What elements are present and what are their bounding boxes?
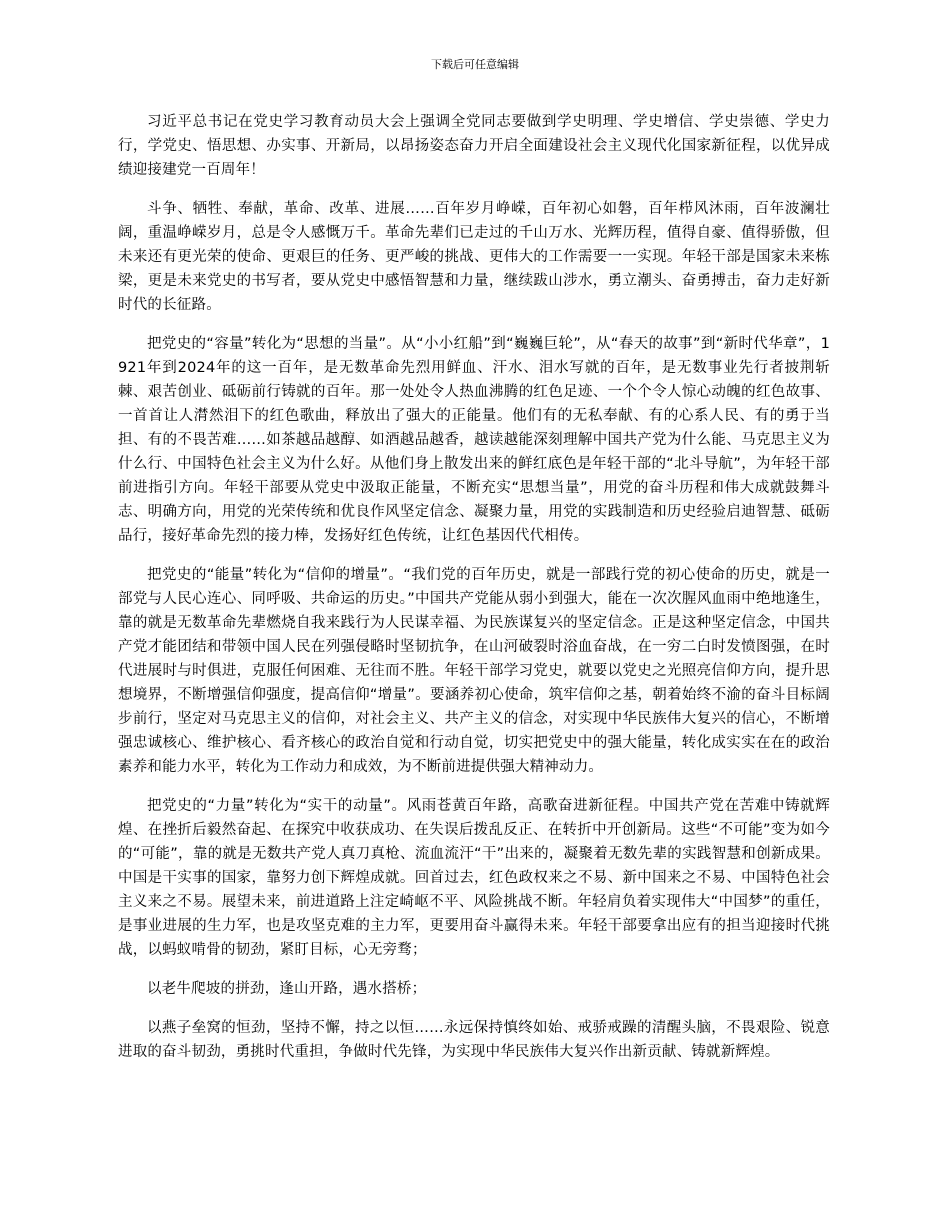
paragraph-capacity: 把党史的“容量”转化为“思想的当量”。从“小小红船”到“巍巍巨轮”，从“春天的故事”到“新时代华章”，1921年到2024年的这一百年，是无数革命先烈用鲜血、汗水、泪水写就的百年，是无数事业先行者披荆斩棘、艰苦创业、砥砺前行铸就的百年。那一处处令人热血沸腾的红色足迹、一个个令人惊心动魄的红色故事、一首首让人潸然泪下的红色歌曲，释放出了强大的正能量。他们有的无私奉献、有的心系人民、有的勇于当担、有的不畏苦难……如茶越品越醇、如酒越品越香，越读越能深刻理解中国共产党为什么能、马克思主义为什么行、中国特色社会主义为什么好。从他们身上散发出来的鲜红底色是年轻干部的“北斗导航”，为年轻干部前进指引方向。年轻干部要从党史中汲取正能量，不断充实“思想当量”，用党的奋斗历程和伟大成就鼓舞斗志、明确方向，用党的光荣传统和优良作风坚定信念、凝聚力量，用党的实践制造和历史经验启迪智慧、砥砺品行，接好革命先烈的接力棒，发扬好红色传统，让红色基因代代相传。 (118, 336, 830, 544)
article-body (118, 110, 830, 1079)
paragraph-swallow: 以燕子垒窝的恒劲，坚持不懈，持之以恒……永远保持慎终如始、戒骄戒躁的清醒头脑，不畏艰险、锐意进取的奋斗韧劲，勇挑时代重担，争做时代先锋，为实现中华民族伟大复兴作出新贡献、铸就新辉煌。 (118, 1020, 830, 1060)
paragraph-intro: 习近平总书记在党史学习教育动员大会上强调全党同志要做到学史明理、学史增信、学史崇德、学史力行，学党史、悟思想、办实事、开新局，以昂扬姿态奋力开启全面建设社会主义现代化国家新征程，以优异成绩迎接建党一百周年！ (118, 114, 830, 178)
paragraph-strength: 把党史的“力量”转化为“实干的动量”。风雨苍黄百年路，高歌奋进新征程。中国共产党在苦难中铸就辉煌、在挫折后毅然奋起、在探究中收获成功、在失误后拨乱反正、在转折中开创新局。这些“不可能”变为如今的“可能”，靠的就是无数共产党人真刀真枪、流血流汗“干”出来的，凝聚着无数先辈的实践智慧和创新成果。中国是干实事的国家，靠努力创下辉煌成就。回首过去，红色政权来之不易、新中国来之不易、中国特色社会主义来之不易。展望未来，前进道路上注定崎岖不平、风险挑战不断。年轻肩负着实现伟大“中国梦”的重任，是事业进展的生力军，也是攻坚克难的主力军，更要用奋斗赢得未来。年轻干部要拿出应有的担当迎接时代挑战，以蚂蚁啃骨的韧劲，紧盯目标，心无旁骛； (118, 798, 830, 958)
header-note: 下载后可任意编辑 (431, 58, 519, 71)
paragraph-ox: 以老牛爬坡的拼劲，逢山开路，遇水搭桥； (147, 981, 427, 997)
paragraph-struggle: 斗争、牺牲、奉献，革命、改革、进展……百年岁月峥嵘，百年初心如磐，百年栉风沐雨，百年波澜壮阔，重温峥嵘岁月，总是令人感慨万千。革命先辈们已走过的千山万水、光辉历程，值得自豪、值得骄傲，但未来还有更光荣的使命、更艰巨的任务、更严峻的挑战、更伟大的工作需要一一实现。年轻干部是国家未来栋梁，更是未来党史的书写者，要从党史中感悟智慧和力量，继续跋山涉水，勇立潮头、奋勇搏击，奋力走好新时代的长征路。 (118, 201, 830, 313)
paragraph-energy: 把党史的“能量”转化为“信仰的增量”。“我们党的百年历史，就是一部践行党的初心使命的历史，就是一部党与人民心连心、同呼吸、共命运的历史。”中国共产党能从弱小到强大，能在一次次腥风血雨中绝地逢生，靠的就是无数革命先辈燃烧自我来践行为人民谋幸福、为民族谋复兴的坚定信念。正是这种坚定信念，中国共产党才能团结和带领中国人民在列强侵略时坚韧抗争，在山河破裂时浴血奋战，在一穷二白时发愤图强，在时代进展时与时俱进，克服任何困难、无往而不胜。年轻干部学习党史，就要以党史之光照亮信仰方向，提升思想境界，不断增强信仰强度，提高信仰“增量”。要涵养初心使命，筑牢信仰之基，朝着始终不渝的奋斗目标阔步前行，坚定对马克思主义的信仰，对社会主义、共产主义的信念，对实现中华民族伟大复兴的信心，不断增强忠诚核心、维护核心、看齐核心的政治自觉和行动自觉，切实把党史中的强大能量，转化成实实在在的政治素养和能力水平，转化为工作动力和成效，为不断前进提供强大精神动力。 (118, 567, 830, 775)
